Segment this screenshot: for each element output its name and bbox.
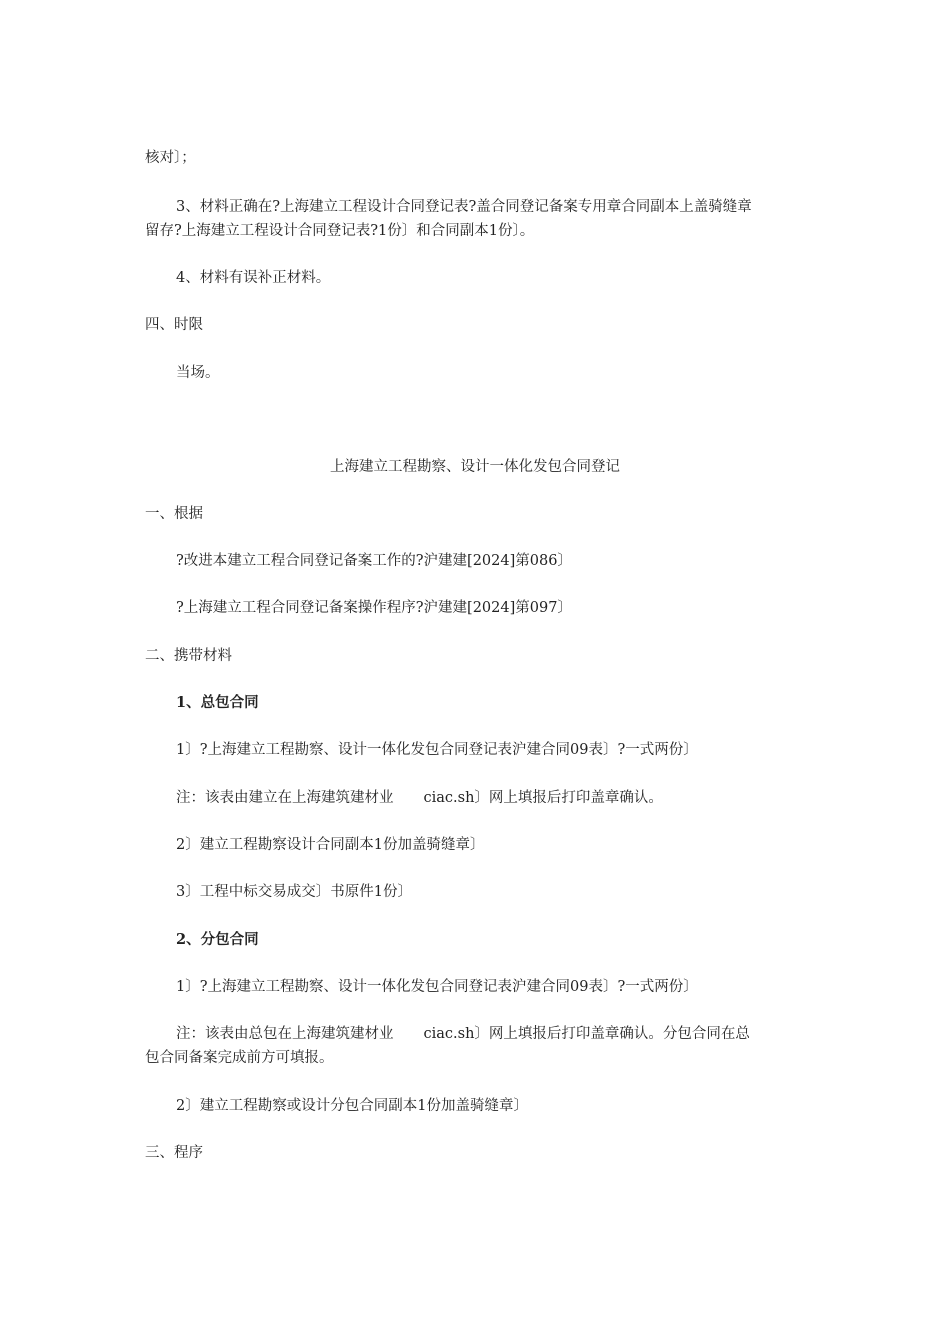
subsection-1-item-1: 1〕?上海建立工程勘察、设计一体化发包合同登记表沪建合同09表〕?一式两份〕 [176, 742, 698, 758]
subsection-1-item-3: 3〕工程中标交易成交〕书原件1份〕 [176, 884, 412, 900]
note-text-part-1: 注：该表由建立在上海建筑建材业 [176, 790, 394, 806]
section-4-heading: 四、时限 [145, 317, 203, 333]
basis-item-2: ?上海建立工程合同登记备案操作程序?沪建建[2024]第097〕 [176, 600, 572, 616]
section-4-body: 当场。 [176, 365, 220, 381]
document-title: 上海建立工程勘察、设计一体化发包合同登记 [330, 459, 620, 475]
subsection-1-note [176, 787, 663, 809]
subsection-1-item-2: 2〕建立工程勘察设计合同副本1份加盖骑缝章〕 [176, 837, 485, 853]
subsection-2-item-1: 1〕?上海建立工程勘察、设计一体化发包合同登记表沪建合同09表〕?一式两份〕 [176, 979, 698, 995]
basis-item-1: ?改进本建立工程合同登记备案工作的?沪建建[2024]第086〕 [176, 553, 572, 569]
note-text-part-1: 注：该表由总包在上海建筑建材业 [176, 1026, 394, 1042]
item-3-line-1: 3、材料正确在?上海建立工程设计合同登记表?盖合同登记备案专用章合同副本上盖骑缝章 [176, 199, 752, 215]
subsection-1-heading: 1、总包合同 [176, 694, 259, 711]
section-2-heading: 二、携带材料 [145, 648, 232, 664]
section-3-heading: 三、程序 [145, 1145, 203, 1161]
subsection-2-heading: 2、分包合同 [176, 931, 259, 948]
note-text-part-2: ciac.sh〕网上填报后打印盖章确认。分包合同在总 [423, 1026, 750, 1042]
text-line-hedui: 核对〕； [145, 150, 196, 166]
section-1-heading: 一、根据 [145, 506, 203, 522]
subsection-2-note-line-1 [176, 1023, 750, 1045]
subsection-2-note-line-2: 包合同备案完成前方可填报。 [145, 1050, 334, 1066]
note-text-part-2: ciac.sh〕网上填报后打印盖章确认。 [423, 790, 663, 806]
item-4: 4、材料有误补正材料。 [176, 270, 331, 286]
subsection-2-item-2: 2〕建立工程勘察或设计分包合同副本1份加盖骑缝章〕 [176, 1098, 528, 1114]
item-3-line-2: 留存?上海建立工程设计合同登记表?1份〕和合同副本1份〕。 [145, 223, 535, 239]
